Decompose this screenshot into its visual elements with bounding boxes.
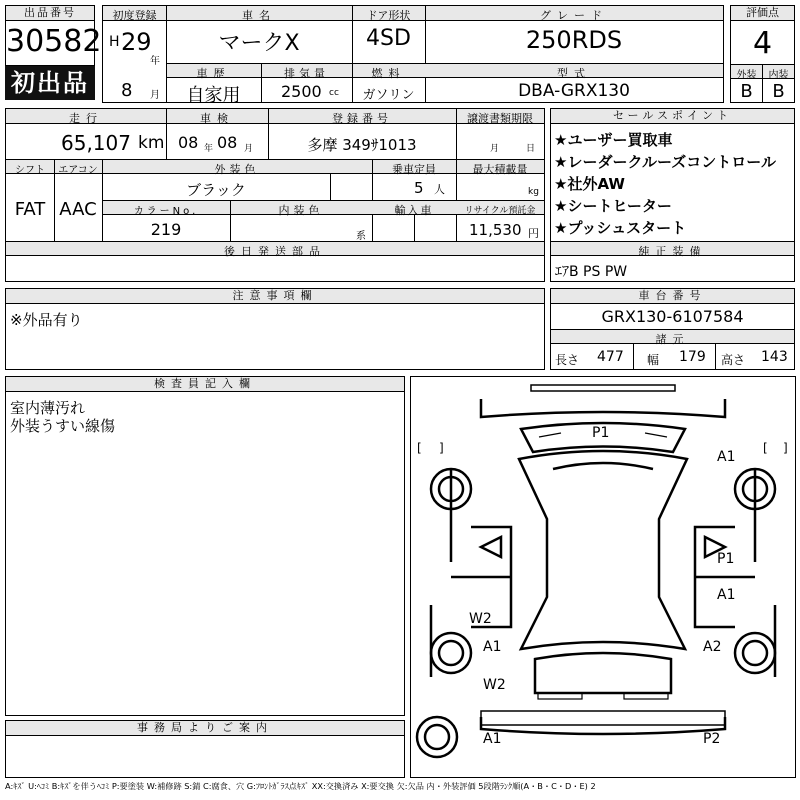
import-label: 輸入車 xyxy=(394,204,434,217)
fuel: ガソリン xyxy=(362,88,415,103)
lot-box xyxy=(5,5,102,66)
details-table xyxy=(5,108,545,282)
model-code: DBA-GRX130 xyxy=(518,81,630,101)
year-unit: 年 xyxy=(150,56,160,67)
first-reg-month: 8 xyxy=(121,80,133,101)
sales-point-item: ★レーダークルーズコントロール xyxy=(554,153,776,171)
length-label: 長さ xyxy=(555,353,580,367)
grade-label: グレード xyxy=(540,9,608,22)
color-no-label: カラーNo. xyxy=(133,206,199,217)
displacement: 2500 xyxy=(281,82,322,101)
mark-left-front-door: W2 xyxy=(469,611,492,627)
width-value: 179 xyxy=(679,349,706,365)
sales-point-item: ★プッシュスタート xyxy=(554,219,687,237)
height-value: 143 xyxy=(761,349,788,365)
mark-left-rear-quarter: W2 xyxy=(483,677,506,693)
office-box xyxy=(5,720,405,778)
sales-points-box xyxy=(550,108,795,282)
sales-points-label: セールスポイント xyxy=(551,109,794,124)
color-number: 219 xyxy=(150,220,182,239)
recycle-label: リサイクル預託金 xyxy=(464,206,536,216)
ext-grade: B xyxy=(740,81,753,102)
office-label: 事務局よりご案内 xyxy=(6,721,404,736)
dims-label: 諸元 xyxy=(655,333,690,346)
model-label: 型式 xyxy=(557,67,591,80)
door-type: 4SD xyxy=(366,26,411,51)
car-diagram xyxy=(410,376,796,778)
later-parts-label: 後日発送部品 xyxy=(224,245,326,258)
inspector-box xyxy=(5,376,405,716)
fuel-label: 燃料 xyxy=(371,67,406,80)
notes-label: 注意事項欄 xyxy=(6,289,544,304)
color-label: 外装色 xyxy=(214,163,260,176)
chassis-label: 車台番号 xyxy=(551,289,794,304)
lot-number: 30582 xyxy=(6,24,102,59)
load-label: 最大積載量 xyxy=(472,163,528,176)
score-label: 評価点 xyxy=(731,6,794,21)
inspector-line: 室内薄汚れ xyxy=(10,399,86,417)
reg-label: 登録番号 xyxy=(332,112,392,125)
car-history: 自家用 xyxy=(186,85,241,106)
int-label: 内装 xyxy=(768,70,789,81)
transfer-day: 日 xyxy=(526,144,536,154)
mark-left-rear-door: A1 xyxy=(483,639,502,655)
lot-label: 出品番号 xyxy=(6,6,94,21)
int-color-label: 内装色 xyxy=(278,204,324,217)
seats-unit: 人 xyxy=(434,183,445,196)
month-unit: 月 xyxy=(150,90,160,101)
sales-point-item: ★ユーザー買取車 xyxy=(554,131,673,149)
mileage-unit: km xyxy=(138,133,165,153)
chassis-number: GRX130-6107584 xyxy=(601,307,744,326)
score: 4 xyxy=(752,26,773,61)
transfer-label: 譲渡書類期限 xyxy=(467,112,533,125)
sales-point-item: ★社外AW xyxy=(554,175,625,193)
mark-rear-right: P2 xyxy=(703,731,721,747)
length-value: 477 xyxy=(597,349,624,365)
recycle-unit: 円 xyxy=(528,227,539,240)
shift: FAT xyxy=(14,199,46,220)
mileage-label: 走行 xyxy=(69,112,103,125)
reg-number: 多摩 349ｻ1013 xyxy=(307,136,417,154)
insp-year-unit: 年 xyxy=(204,144,214,154)
bracket-right-close: ] xyxy=(783,441,788,455)
ext-label: 外装 xyxy=(736,70,757,81)
width-label: 幅 xyxy=(647,353,660,367)
mark-right-rear: A2 xyxy=(703,639,722,655)
bracket-left-close: ] xyxy=(439,441,444,455)
inspection-label: 車検 xyxy=(200,112,234,125)
car-name-label: 車名 xyxy=(242,9,276,22)
header-table xyxy=(102,5,724,106)
mark-right-front: A1 xyxy=(717,449,736,465)
inspector-label: 検査員記入欄 xyxy=(6,377,404,392)
notes-text: ※外品有り xyxy=(10,311,83,329)
load-unit: kg xyxy=(528,187,539,197)
equipment: ｴｱB PS PW xyxy=(555,264,628,280)
mark-front-hood: P1 xyxy=(592,425,610,441)
insp-month-unit: 月 xyxy=(244,144,254,154)
bracket-left: [ xyxy=(417,441,422,455)
first-reg-year: 29 xyxy=(121,28,152,56)
era: H xyxy=(109,34,120,50)
height-label: 高さ xyxy=(721,353,746,367)
int-grade: B xyxy=(772,81,785,102)
legend: A:ｷｽﾞ U:ﾍｺﾐ B:ｷｽﾞを伴うﾍｺﾐ P:要塗装 W:補修跡 S:錆 C:腐食、穴 G:ﾌﾛﾝﾄｶﾞﾗｽ点ｷｽﾞ XX:交換済み X:要交換 欠:欠品 内・外装評価 5段階ﾗﾝｸ順(A・B・C・D・E) 2 xyxy=(5,781,596,791)
mark-rear-left: A1 xyxy=(483,731,502,747)
int-color-suffix: 系 xyxy=(356,231,366,242)
first-reg-label: 初度登録 xyxy=(112,9,157,22)
notes-box xyxy=(5,288,545,370)
inspector-line: 外装うすい線傷 xyxy=(10,417,116,435)
first-listing-badge: 初出品 xyxy=(5,66,95,100)
equipment-label: 純正装備 xyxy=(638,245,707,258)
bracket-right: [ xyxy=(763,441,768,455)
score-box xyxy=(730,5,795,103)
history-label: 車歴 xyxy=(196,67,231,80)
displacement-label: 排気量 xyxy=(284,67,329,80)
transfer-month: 月 xyxy=(490,144,500,154)
mark-right-door-front: P1 xyxy=(717,551,735,567)
door-label: ドア形状 xyxy=(366,9,411,22)
displacement-unit: cc xyxy=(329,88,339,98)
car-name: マークX xyxy=(218,31,300,56)
mark-right-door-rear: A1 xyxy=(717,587,736,603)
ac-type: AAC xyxy=(59,199,97,220)
seats-label: 乗車定員 xyxy=(392,163,436,176)
inspection-month: 08 xyxy=(217,133,238,152)
inspection-year: 08 xyxy=(178,133,199,152)
recycle-deposit: 11,530 xyxy=(469,221,522,239)
sales-point-item: ★シートヒーター xyxy=(554,197,672,215)
shift-label: シフト xyxy=(15,165,45,176)
seats: 5 xyxy=(414,179,424,197)
chassis-box xyxy=(550,288,795,370)
ac-label: エアコン xyxy=(58,165,98,176)
grade: 250RDS xyxy=(525,26,623,54)
mileage: 65,107 xyxy=(61,131,131,155)
exterior-color: ブラック xyxy=(186,181,246,199)
